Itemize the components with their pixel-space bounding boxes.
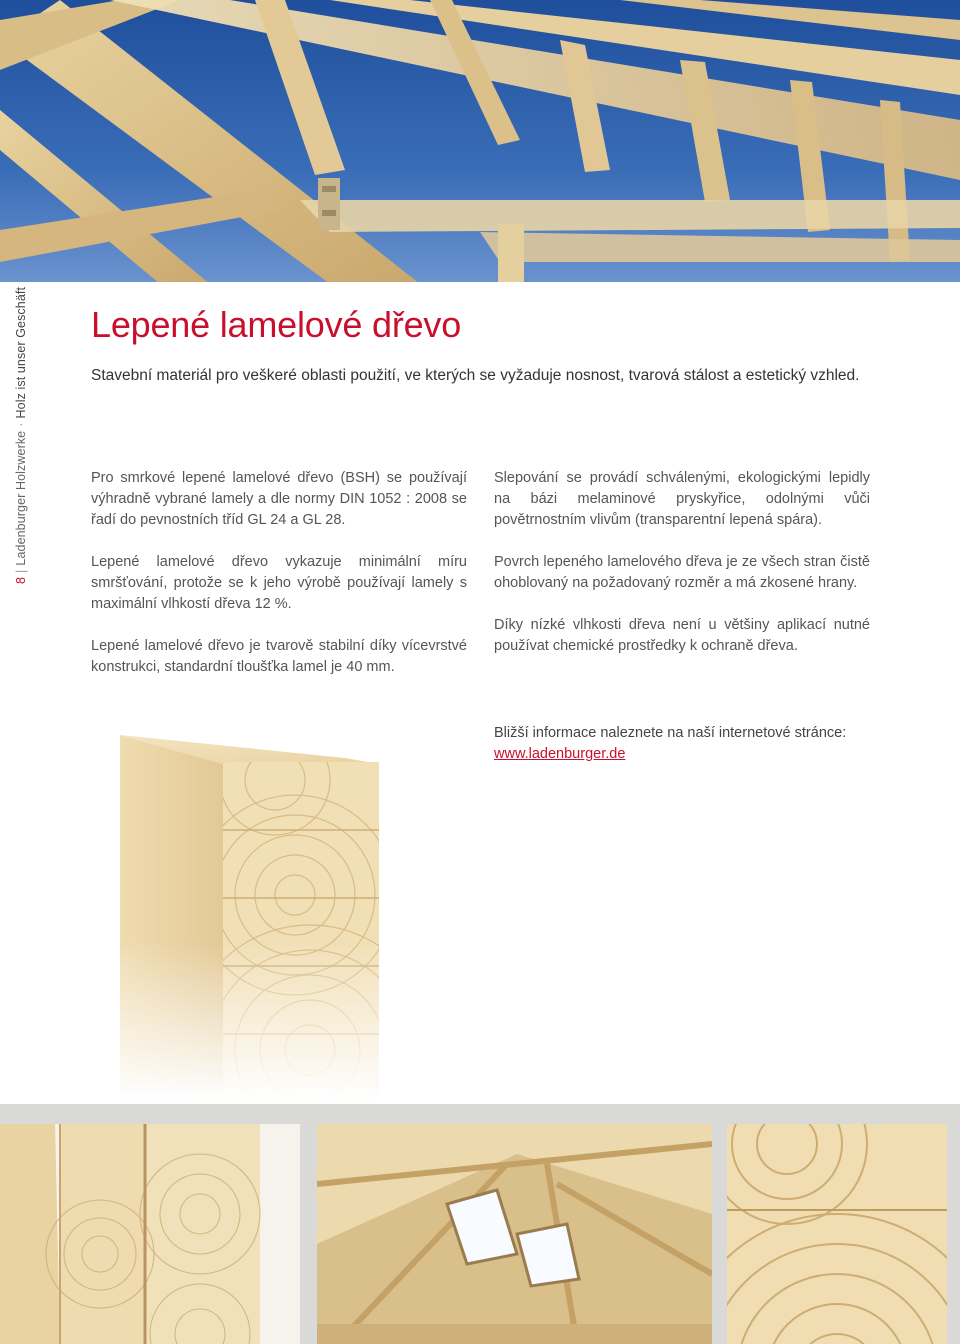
page-subtitle: Stavební materiál pro veškeré oblasti použití, ve kterých se vyžaduje nosnost, tvarová stálost a estetický vzhled. — [91, 367, 860, 384]
left-paragraph-2: Lepené lamelové dřevo vykazuje minimální míru smršťování, protože se k jeho výrobě používají lamely s maximální vlhkostí dřeva 12 %. — [91, 554, 467, 612]
glulam-stack-illustration — [0, 1124, 300, 1344]
left-column — [91, 468, 467, 699]
more-info-text: Bližší informace naleznete na naší internetové stránce: — [494, 725, 847, 741]
photo-interior-roof — [317, 1124, 712, 1344]
sidebar-tagline: Holz ist unser Geschäft — [14, 286, 28, 419]
photo-glulam-stack — [0, 1124, 300, 1344]
sidebar-brand: Ladenburger Holzwerke — [14, 430, 28, 566]
page-title: Lepené lamelové dřevo — [91, 304, 462, 345]
roof-truss-illustration — [0, 0, 960, 284]
glulam-beam-illustration — [95, 720, 475, 1100]
more-info-block — [494, 723, 870, 765]
glulam-beam-photo — [95, 720, 475, 1100]
interior-roof-illustration — [317, 1124, 712, 1344]
wood-grain-illustration — [727, 1124, 947, 1344]
right-column — [494, 468, 870, 678]
right-paragraph-2: Povrch lepeného lamelového dřeva je ze všech stran čistě ohoblovaný na požadovaný rozměr a má zkosené hrany. — [494, 554, 870, 591]
website-link[interactable]: www.ladenburger.de — [494, 746, 626, 762]
left-paragraph-3: Lepené lamelové dřevo je tvarově stabilní díky vícevrstvé konstrukci, standardní tloušťka lamel je 40 mm. — [91, 638, 467, 675]
sidebar-running-header — [14, 287, 28, 584]
left-paragraph-1: Pro smrkové lepené lamelové dřevo (BSH) se používají výhradně vybrané lamely a dle normy DIN 1052 : 2008 se řadí do pevnostních tříd GL 24 a GL 28. — [91, 470, 467, 528]
hero-photo-roof-truss — [0, 0, 960, 284]
right-paragraph-3: Díky nízké vlhkosti dřeva není u většiny aplikací nutné používat chemické prostředky k ochraně dřeva. — [494, 617, 870, 654]
page-number: 8 — [14, 576, 28, 584]
sidebar-dot: · — [14, 422, 28, 427]
photo-wood-grain-closeup — [727, 1124, 947, 1344]
right-paragraph-1: Slepování se provádí schválenými, ekologickými lepidly na bázi melaminové pryskyřice, odolnými vůči povětrnostním vlivům (transparentní lepená spára). — [494, 470, 870, 528]
sidebar-separator: | — [14, 569, 28, 573]
